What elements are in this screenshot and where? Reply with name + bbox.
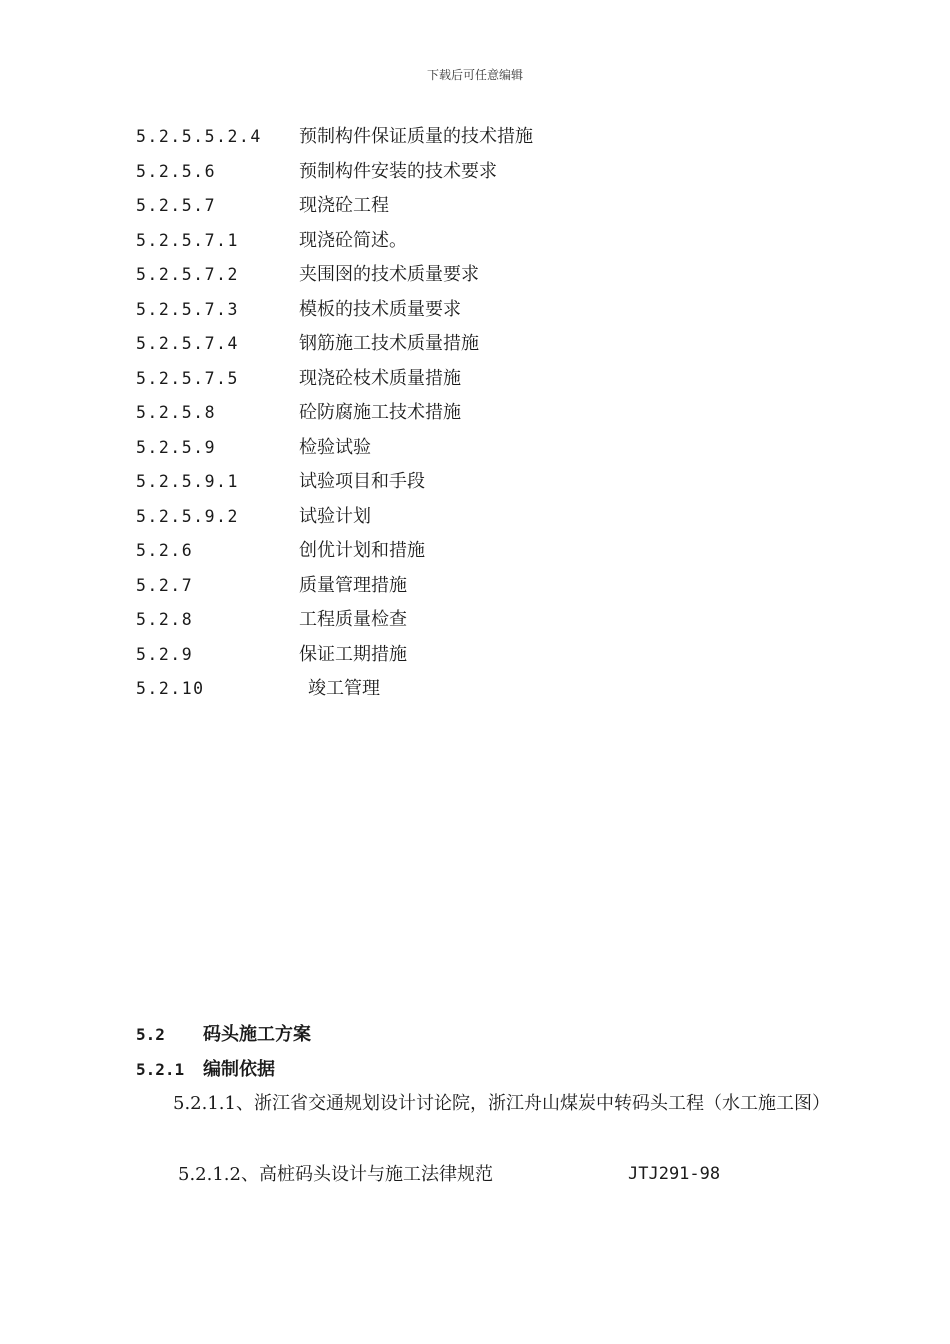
toc-row [136, 431, 836, 466]
toc-row [136, 258, 836, 293]
toc-row [136, 327, 836, 362]
toc-number: 5.2.5.7.5 [136, 368, 239, 388]
section-heading [136, 1020, 311, 1046]
toc-number: 5.2.5.9.2 [136, 506, 239, 526]
toc-title: 现浇砼简述。 [299, 229, 407, 251]
toc-title: 创优计划和措施 [299, 540, 425, 561]
toc-number: 5.2.9 [136, 644, 194, 664]
toc-title: 试验项目和手段 [299, 471, 425, 492]
toc-number: 5.2.6 [136, 541, 194, 560]
toc-row [136, 362, 836, 397]
toc-title: 预制构件保证质量的技术措施 [299, 126, 533, 147]
toc-title: 模板的技术质量要求 [299, 298, 461, 320]
toc-title: 夹围囹的技术质量要求 [299, 264, 479, 285]
toc-row [136, 120, 836, 155]
toc-title: 现浇砼枝术质量措施 [299, 367, 461, 389]
toc-row [136, 155, 836, 190]
toc-row [136, 465, 836, 500]
toc-title: 工程质量检查 [299, 609, 407, 630]
toc-row [136, 396, 836, 431]
toc-number: 5.2.5.7 [136, 196, 217, 215]
toc-row [136, 224, 836, 259]
toc-number: 5.2.5.6 [136, 161, 217, 181]
section-number: 5.2 [136, 1025, 165, 1044]
toc-title: 现浇砼工程 [299, 195, 389, 216]
toc-row [136, 293, 836, 328]
toc-row [136, 569, 836, 604]
toc-number: 5.2.5.5.2.4 [136, 127, 262, 146]
subsection-heading [136, 1055, 275, 1081]
toc-title: 砼防腐施工技术措施 [299, 402, 461, 423]
basis-item-2: 5.2.1.2、高桩码头设计与施工法律规范 [178, 1164, 493, 1185]
toc-title: 质量管理措施 [299, 574, 407, 596]
toc-row [136, 500, 836, 535]
toc-title: 竣工管理 [308, 678, 380, 699]
toc-title: 钢筋施工技术质量措施 [299, 333, 479, 354]
toc-number: 5.2.5.9 [136, 437, 217, 457]
toc-row [136, 638, 836, 673]
toc-row [136, 189, 836, 224]
toc-row [136, 534, 836, 569]
toc-number: 5.2.5.7.3 [136, 299, 239, 319]
toc-row [136, 672, 836, 707]
toc-title: 保证工期措施 [299, 643, 407, 665]
toc-title: 预制构件安装的技术要求 [299, 160, 497, 182]
toc-number: 5.2.10 [136, 679, 205, 698]
toc-title: 试验计划 [299, 505, 371, 527]
toc-number: 5.2.7 [136, 575, 194, 595]
toc-row [136, 603, 836, 638]
toc-title: 检验试验 [299, 436, 371, 458]
toc-number: 5.2.5.7.4 [136, 334, 239, 353]
subsection-title: 编制依据 [203, 1059, 275, 1080]
toc-number: 5.2.8 [136, 610, 194, 629]
section-title: 码头施工方案 [203, 1024, 311, 1045]
standard-code: JTJ291-98 [628, 1164, 721, 1184]
page-header: 下载后可任意编辑 [426, 68, 523, 82]
basis-item-1: 5.2.1.1、浙江省交通规划设计讨论院，浙江舟山煤炭中转码头工程（水工施工图） [173, 1093, 830, 1114]
toc-number: 5.2.5.7.1 [136, 230, 239, 250]
table-of-contents [136, 120, 836, 707]
toc-number: 5.2.5.8 [136, 403, 217, 422]
toc-number: 5.2.5.9.1 [136, 472, 239, 491]
toc-number: 5.2.5.7.2 [136, 265, 239, 284]
subsection-number: 5.2.1 [136, 1060, 185, 1079]
